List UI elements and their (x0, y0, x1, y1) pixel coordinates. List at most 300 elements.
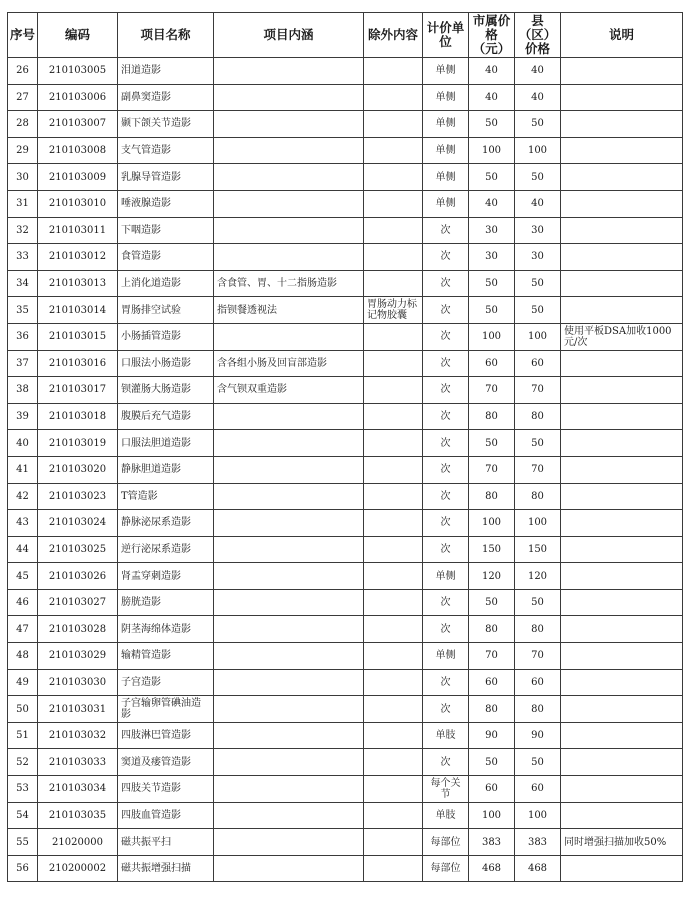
seq-cell: 35 (8, 297, 38, 324)
city-price-cell: 80 (469, 696, 515, 723)
content-cell (214, 749, 364, 776)
city-price-cell: 50 (469, 749, 515, 776)
code-cell: 210103027 (38, 589, 118, 616)
county-price-cell: 40 (515, 190, 561, 217)
table-row (8, 749, 683, 776)
unit-cell: 每部位 (423, 855, 469, 882)
county-price-cell: 50 (515, 297, 561, 324)
content-cell (214, 323, 364, 350)
unit-cell: 次 (423, 669, 469, 696)
unit-cell: 次 (423, 217, 469, 244)
city-price-cell: 40 (469, 58, 515, 85)
table-row (8, 270, 683, 297)
table-row (8, 456, 683, 483)
content-cell (214, 456, 364, 483)
seq-cell: 28 (8, 111, 38, 138)
unit-cell: 次 (423, 510, 469, 537)
content-cell (214, 722, 364, 749)
unit-cell: 次 (423, 403, 469, 430)
header-unit: 计价单位 (423, 13, 469, 58)
name-cell: 小肠插管造影 (118, 323, 214, 350)
seq-cell: 32 (8, 217, 38, 244)
note-cell (561, 722, 683, 749)
county-price-cell: 100 (515, 323, 561, 350)
code-cell: 210103012 (38, 244, 118, 271)
note-cell (561, 58, 683, 85)
excluded-cell (364, 829, 423, 856)
name-cell: 四肢关节造影 (118, 776, 214, 803)
unit-cell: 次 (423, 244, 469, 271)
code-cell: 210103013 (38, 270, 118, 297)
code-cell: 210103025 (38, 536, 118, 563)
code-cell: 210103006 (38, 84, 118, 111)
content-cell (214, 616, 364, 643)
code-cell: 210103029 (38, 643, 118, 670)
content-cell (214, 802, 364, 829)
content-cell (214, 111, 364, 138)
note-cell (561, 776, 683, 803)
county-price-cell: 60 (515, 669, 561, 696)
county-price-cell: 70 (515, 643, 561, 670)
city-price-cell: 40 (469, 190, 515, 217)
content-cell: 含气钡双重造影 (214, 377, 364, 404)
unit-cell: 单肢 (423, 802, 469, 829)
note-cell: 使用平板DSA加收1000元/次 (561, 323, 683, 350)
name-cell: 子宫输卵管碘油造影 (118, 696, 214, 723)
table-row (8, 616, 683, 643)
note-cell (561, 456, 683, 483)
code-cell: 210103034 (38, 776, 118, 803)
note-cell (561, 802, 683, 829)
content-cell (214, 563, 364, 590)
seq-cell: 52 (8, 749, 38, 776)
excluded-cell (364, 217, 423, 244)
city-price-cell: 50 (469, 589, 515, 616)
note-cell (561, 270, 683, 297)
excluded-cell (364, 802, 423, 829)
note-cell (561, 749, 683, 776)
name-cell: 磁共振增强扫描 (118, 855, 214, 882)
name-cell: 膀胱造影 (118, 589, 214, 616)
name-cell: 乳腺导管造影 (118, 164, 214, 191)
content-cell (214, 669, 364, 696)
header-excluded: 除外内容 (364, 13, 423, 58)
note-cell (561, 217, 683, 244)
unit-cell: 每个关节 (423, 776, 469, 803)
note-cell (561, 855, 683, 882)
code-cell: 210103035 (38, 802, 118, 829)
code-cell: 210103011 (38, 217, 118, 244)
name-cell: 钡灌肠大肠造影 (118, 377, 214, 404)
note-cell (561, 430, 683, 457)
table-row (8, 58, 683, 85)
city-price-cell: 70 (469, 643, 515, 670)
table-row (8, 217, 683, 244)
table-row (8, 190, 683, 217)
note-cell (561, 377, 683, 404)
county-price-cell: 50 (515, 589, 561, 616)
code-cell: 210103020 (38, 456, 118, 483)
seq-cell: 50 (8, 696, 38, 723)
header-row (8, 13, 683, 58)
seq-cell: 26 (8, 58, 38, 85)
note-cell (561, 164, 683, 191)
seq-cell: 30 (8, 164, 38, 191)
excluded-cell (364, 483, 423, 510)
name-cell: 四肢淋巴管造影 (118, 722, 214, 749)
name-cell: 输精管造影 (118, 643, 214, 670)
seq-cell: 43 (8, 510, 38, 537)
table-row (8, 164, 683, 191)
code-cell: 210103030 (38, 669, 118, 696)
unit-cell: 每部位 (423, 829, 469, 856)
county-price-cell: 383 (515, 829, 561, 856)
excluded-cell (364, 58, 423, 85)
city-price-cell: 50 (469, 430, 515, 457)
county-price-cell: 120 (515, 563, 561, 590)
excluded-cell (364, 643, 423, 670)
name-cell: 下咽造影 (118, 217, 214, 244)
content-cell (214, 430, 364, 457)
name-cell: 颞下颌关节造影 (118, 111, 214, 138)
city-price-cell: 70 (469, 377, 515, 404)
content-cell (214, 829, 364, 856)
header-city-price: 市属价格（元） (469, 13, 515, 58)
note-cell (561, 669, 683, 696)
county-price-cell: 40 (515, 58, 561, 85)
excluded-cell (364, 111, 423, 138)
name-cell: 静脉泌尿系造影 (118, 510, 214, 537)
excluded-cell (364, 403, 423, 430)
excluded-cell (364, 855, 423, 882)
name-cell: T管造影 (118, 483, 214, 510)
unit-cell: 单侧 (423, 84, 469, 111)
table-row (8, 84, 683, 111)
name-cell: 副鼻窦造影 (118, 84, 214, 111)
excluded-cell (364, 510, 423, 537)
content-cell: 指钡餐透视法 (214, 297, 364, 324)
table-row (8, 483, 683, 510)
excluded-cell (364, 589, 423, 616)
name-cell: 胃肠排空试验 (118, 297, 214, 324)
seq-cell: 56 (8, 855, 38, 882)
county-price-cell: 468 (515, 855, 561, 882)
unit-cell: 单侧 (423, 111, 469, 138)
city-price-cell: 150 (469, 536, 515, 563)
excluded-cell (364, 563, 423, 590)
seq-cell: 39 (8, 403, 38, 430)
excluded-cell (364, 669, 423, 696)
name-cell: 唾液腺造影 (118, 190, 214, 217)
content-cell (214, 776, 364, 803)
note-cell (561, 350, 683, 377)
table-row (8, 137, 683, 164)
county-price-cell: 30 (515, 217, 561, 244)
code-cell: 210103024 (38, 510, 118, 537)
name-cell: 上消化道造影 (118, 270, 214, 297)
unit-cell: 次 (423, 377, 469, 404)
name-cell: 腹膜后充气造影 (118, 403, 214, 430)
code-cell: 210103015 (38, 323, 118, 350)
seq-cell: 37 (8, 350, 38, 377)
county-price-cell: 70 (515, 456, 561, 483)
note-cell (561, 403, 683, 430)
city-price-cell: 100 (469, 323, 515, 350)
header-note: 说明 (561, 13, 683, 58)
city-price-cell: 60 (469, 350, 515, 377)
table-row (8, 722, 683, 749)
content-cell (214, 164, 364, 191)
header-seq: 序号 (8, 13, 38, 58)
seq-cell: 54 (8, 802, 38, 829)
content-cell (214, 84, 364, 111)
excluded-cell (364, 616, 423, 643)
city-price-cell: 100 (469, 802, 515, 829)
county-price-cell: 50 (515, 749, 561, 776)
code-cell: 210103008 (38, 137, 118, 164)
code-cell: 210103032 (38, 722, 118, 749)
city-price-cell: 50 (469, 297, 515, 324)
seq-cell: 47 (8, 616, 38, 643)
table-row (8, 244, 683, 271)
table-row (8, 510, 683, 537)
unit-cell: 次 (423, 616, 469, 643)
content-cell (214, 536, 364, 563)
note-cell (561, 536, 683, 563)
unit-cell: 单侧 (423, 643, 469, 670)
seq-cell: 34 (8, 270, 38, 297)
name-cell: 阴茎海绵体造影 (118, 616, 214, 643)
name-cell: 支气管造影 (118, 137, 214, 164)
table-row (8, 430, 683, 457)
unit-cell: 单肢 (423, 722, 469, 749)
county-price-cell: 80 (515, 403, 561, 430)
city-price-cell: 383 (469, 829, 515, 856)
city-price-cell: 30 (469, 217, 515, 244)
seq-cell: 42 (8, 483, 38, 510)
note-cell (561, 483, 683, 510)
seq-cell: 31 (8, 190, 38, 217)
content-cell (214, 137, 364, 164)
code-cell: 21020000 (38, 829, 118, 856)
code-cell: 210200002 (38, 855, 118, 882)
city-price-cell: 100 (469, 510, 515, 537)
note-cell (561, 297, 683, 324)
excluded-cell (364, 137, 423, 164)
unit-cell: 单侧 (423, 190, 469, 217)
content-cell (214, 643, 364, 670)
unit-cell: 次 (423, 297, 469, 324)
table-row (8, 323, 683, 350)
name-cell: 窦道及瘘管造影 (118, 749, 214, 776)
table-row (8, 643, 683, 670)
table-row (8, 669, 683, 696)
header-content: 项目内涵 (214, 13, 364, 58)
seq-cell: 41 (8, 456, 38, 483)
note-cell (561, 84, 683, 111)
table-row (8, 696, 683, 723)
price-table (7, 12, 683, 882)
county-price-cell: 70 (515, 377, 561, 404)
seq-cell: 55 (8, 829, 38, 856)
table-row (8, 297, 683, 324)
name-cell: 口服法胆道造影 (118, 430, 214, 457)
name-cell: 子宫造影 (118, 669, 214, 696)
unit-cell: 次 (423, 483, 469, 510)
city-price-cell: 80 (469, 616, 515, 643)
unit-cell: 次 (423, 536, 469, 563)
seq-cell: 46 (8, 589, 38, 616)
content-cell (214, 589, 364, 616)
city-price-cell: 50 (469, 270, 515, 297)
name-cell: 肾盂穿刺造影 (118, 563, 214, 590)
content-cell: 含食管、胃、十二指肠造影 (214, 270, 364, 297)
city-price-cell: 90 (469, 722, 515, 749)
excluded-cell (364, 164, 423, 191)
code-cell: 210103018 (38, 403, 118, 430)
seq-cell: 36 (8, 323, 38, 350)
excluded-cell (364, 536, 423, 563)
code-cell: 210103016 (38, 350, 118, 377)
code-cell: 210103026 (38, 563, 118, 590)
table-row (8, 589, 683, 616)
note-cell (561, 244, 683, 271)
city-price-cell: 80 (469, 403, 515, 430)
content-cell: 含各组小肠及回盲部造影 (214, 350, 364, 377)
content-cell (214, 483, 364, 510)
unit-cell: 次 (423, 350, 469, 377)
city-price-cell: 100 (469, 137, 515, 164)
excluded-cell (364, 722, 423, 749)
seq-cell: 33 (8, 244, 38, 271)
seq-cell: 40 (8, 430, 38, 457)
unit-cell: 单侧 (423, 58, 469, 85)
excluded-cell (364, 430, 423, 457)
excluded-cell (364, 270, 423, 297)
county-price-cell: 50 (515, 430, 561, 457)
code-cell: 210103007 (38, 111, 118, 138)
content-cell (214, 855, 364, 882)
unit-cell: 单侧 (423, 164, 469, 191)
unit-cell: 次 (423, 323, 469, 350)
county-price-cell: 100 (515, 510, 561, 537)
excluded-cell (364, 190, 423, 217)
unit-cell: 次 (423, 456, 469, 483)
seq-cell: 53 (8, 776, 38, 803)
excluded-cell (364, 456, 423, 483)
seq-cell: 27 (8, 84, 38, 111)
seq-cell: 49 (8, 669, 38, 696)
header-code: 编码 (38, 13, 118, 58)
excluded-cell (364, 244, 423, 271)
note-cell: 同时增强扫描加收50% (561, 829, 683, 856)
county-price-cell: 80 (515, 616, 561, 643)
table-row (8, 829, 683, 856)
unit-cell: 单侧 (423, 137, 469, 164)
excluded-cell (364, 350, 423, 377)
county-price-cell: 90 (515, 722, 561, 749)
county-price-cell: 40 (515, 84, 561, 111)
note-cell (561, 616, 683, 643)
code-cell: 210103023 (38, 483, 118, 510)
city-price-cell: 40 (469, 84, 515, 111)
code-cell: 210103010 (38, 190, 118, 217)
county-price-cell: 80 (515, 696, 561, 723)
content-cell (214, 58, 364, 85)
county-price-cell: 60 (515, 776, 561, 803)
note-cell (561, 510, 683, 537)
city-price-cell: 70 (469, 456, 515, 483)
table-row (8, 563, 683, 590)
seq-cell: 44 (8, 536, 38, 563)
name-cell: 磁共振平扫 (118, 829, 214, 856)
city-price-cell: 60 (469, 776, 515, 803)
excluded-cell (364, 696, 423, 723)
excluded-cell (364, 749, 423, 776)
excluded-cell (364, 84, 423, 111)
county-price-cell: 100 (515, 137, 561, 164)
excluded-cell: 胃肠动力标记物胶囊 (364, 297, 423, 324)
county-price-cell: 100 (515, 802, 561, 829)
city-price-cell: 50 (469, 111, 515, 138)
table-row (8, 403, 683, 430)
content-cell (214, 510, 364, 537)
excluded-cell (364, 377, 423, 404)
seq-cell: 38 (8, 377, 38, 404)
table-row (8, 855, 683, 882)
name-cell: 四肢血管造影 (118, 802, 214, 829)
header-county-price: 县（区）价格 (515, 13, 561, 58)
code-cell: 210103017 (38, 377, 118, 404)
seq-cell: 48 (8, 643, 38, 670)
content-cell (214, 244, 364, 271)
unit-cell: 次 (423, 749, 469, 776)
unit-cell: 次 (423, 430, 469, 457)
unit-cell: 次 (423, 589, 469, 616)
name-cell: 泪道造影 (118, 58, 214, 85)
county-price-cell: 30 (515, 244, 561, 271)
code-cell: 210103019 (38, 430, 118, 457)
county-price-cell: 50 (515, 270, 561, 297)
note-cell (561, 643, 683, 670)
note-cell (561, 589, 683, 616)
city-price-cell: 50 (469, 164, 515, 191)
note-cell (561, 111, 683, 138)
name-cell: 静脉胆道造影 (118, 456, 214, 483)
note-cell (561, 137, 683, 164)
table-row (8, 111, 683, 138)
city-price-cell: 30 (469, 244, 515, 271)
county-price-cell: 150 (515, 536, 561, 563)
table-row (8, 776, 683, 803)
note-cell (561, 190, 683, 217)
table-body (8, 58, 683, 882)
code-cell: 210103033 (38, 749, 118, 776)
city-price-cell: 80 (469, 483, 515, 510)
seq-cell: 51 (8, 722, 38, 749)
table-row (8, 536, 683, 563)
table-row (8, 377, 683, 404)
unit-cell: 次 (423, 696, 469, 723)
header-name: 项目名称 (118, 13, 214, 58)
content-cell (214, 696, 364, 723)
content-cell (214, 217, 364, 244)
excluded-cell (364, 323, 423, 350)
code-cell: 210103028 (38, 616, 118, 643)
county-price-cell: 80 (515, 483, 561, 510)
seq-cell: 29 (8, 137, 38, 164)
name-cell: 逆行泌尿系造影 (118, 536, 214, 563)
